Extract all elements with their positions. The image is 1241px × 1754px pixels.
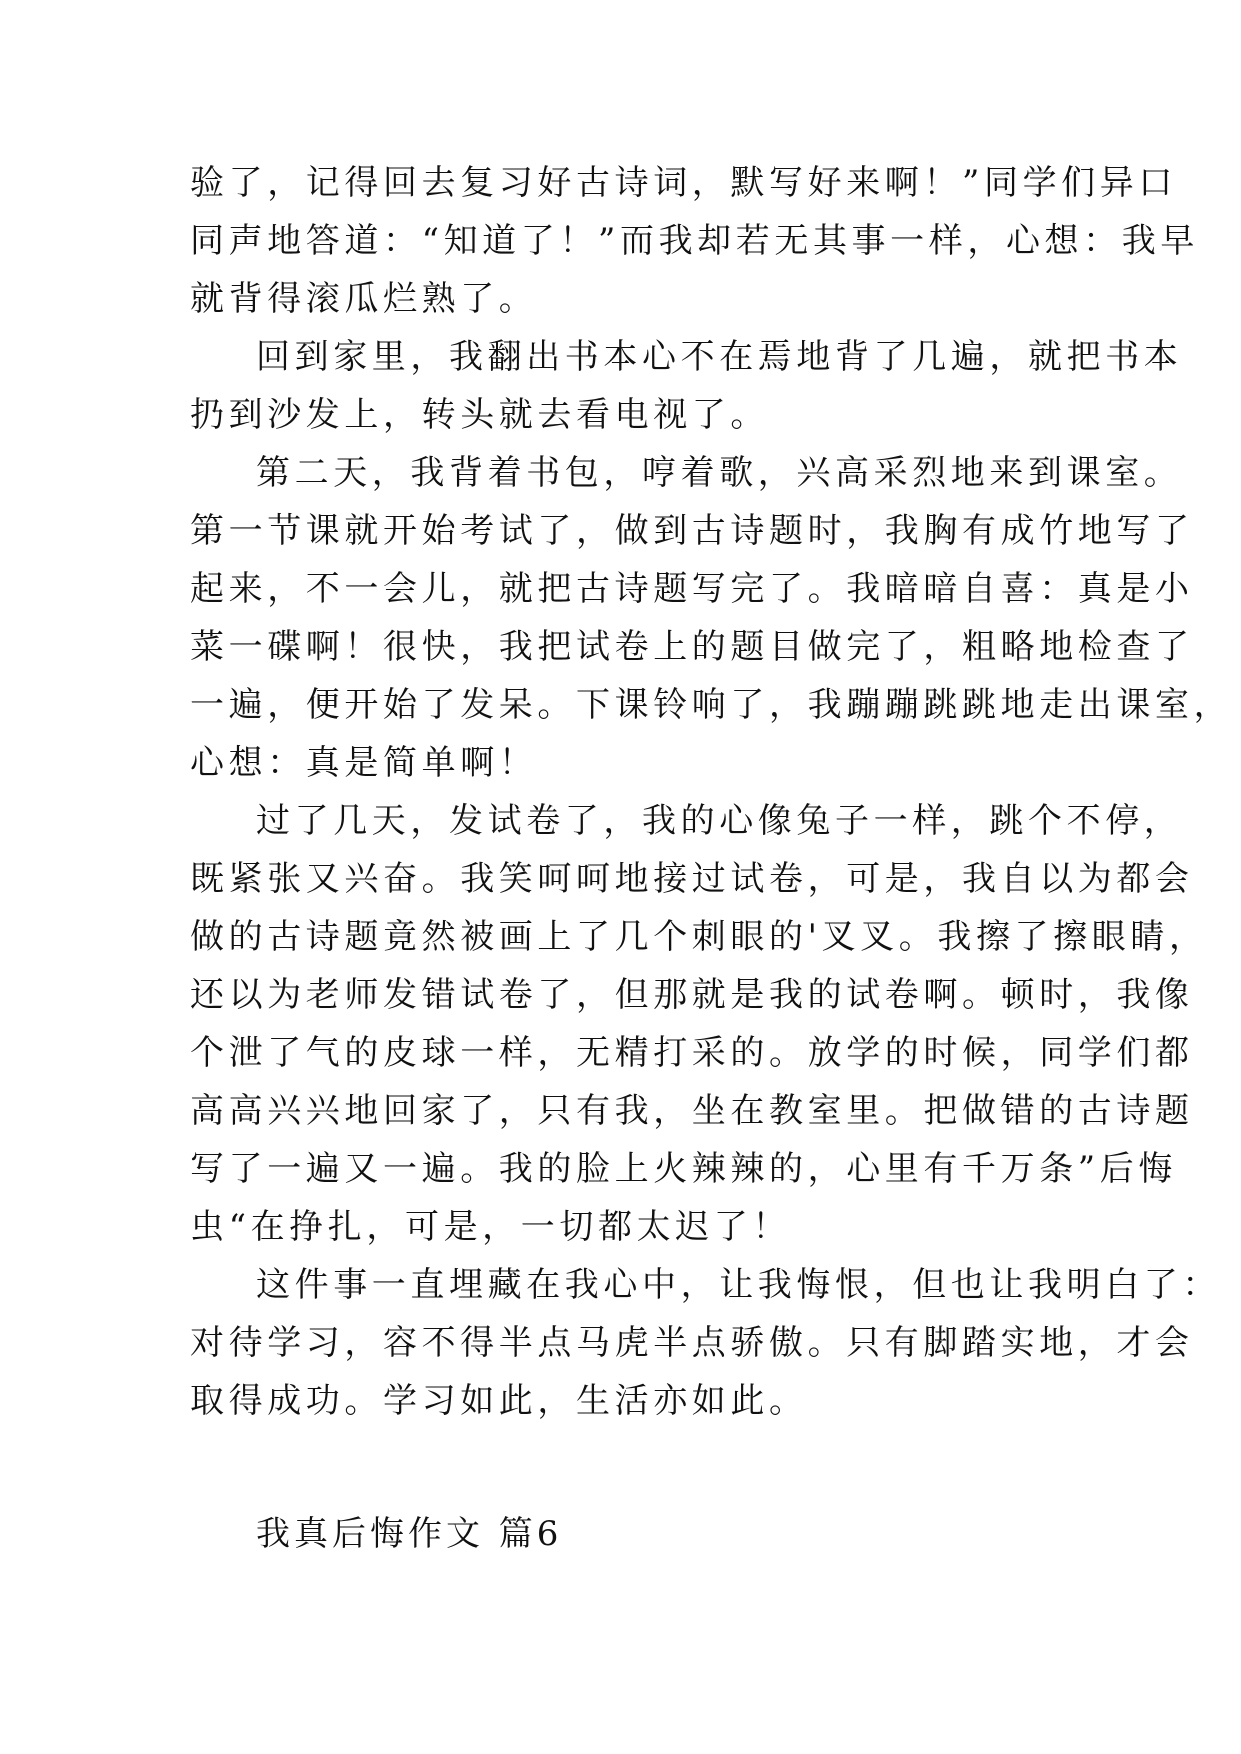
paragraph-line: 做的古诗题竟然被画上了几个刺眼的'叉叉。我擦了擦眼睛， <box>190 917 1208 957</box>
paragraph-4 <box>190 792 1208 1256</box>
paragraph-line: 个泄了气的皮球一样，无精打采的。放学的时候，同学们都 <box>190 1033 1194 1073</box>
paragraph-line: 验了，记得回去复习好古诗词，默写好来啊！”同学们异口 <box>190 163 1177 203</box>
paragraph-line: 写了一遍又一遍。我的脸上火辣辣的，心里有千万条”后悔 <box>190 1149 1177 1189</box>
paragraph-line: 心想：真是简单啊！ <box>190 743 538 783</box>
paragraph-1 <box>190 154 1199 328</box>
paragraph-line: 起来，不一会儿，就把古诗题写完了。我暗暗自喜：真是小 <box>190 569 1194 609</box>
paragraph-line: 第一节课就开始考试了，做到古诗题时，我胸有成竹地写了 <box>190 511 1194 551</box>
paragraph-line: 既紧张又兴奋。我笑呵呵地接过试卷，可是，我自以为都会 <box>190 859 1194 899</box>
essay-body <box>190 154 1233 1430</box>
section-heading: 我真后悔作文 篇6 <box>256 1514 563 1554</box>
paragraph-5 <box>190 1256 1221 1430</box>
paragraph-line: 就背得滚瓜烂熟了。 <box>190 279 538 319</box>
paragraph-line: 这件事一直埋藏在我心中，让我悔恨，但也让我明白了： <box>256 1265 1221 1305</box>
paragraph-3 <box>190 444 1233 792</box>
paragraph-line: 对待学习，容不得半点马虎半点骄傲。只有脚踏实地，才会 <box>190 1323 1194 1363</box>
paragraph-line: 第二天，我背着书包，哼着歌，兴高采烈地来到课室。 <box>256 453 1183 493</box>
paragraph-line: 同声地答道：“知道了！”而我却若无其事一样，心想：我早 <box>190 221 1199 261</box>
paragraph-line: 取得成功。学习如此，生活亦如此。 <box>190 1381 808 1421</box>
paragraph-line: 一遍，便开始了发呆。下课铃响了，我蹦蹦跳跳地走出课室， <box>190 685 1233 725</box>
paragraph-line: 虫“在挣扎，可是，一切都太迟了！ <box>190 1207 791 1247</box>
paragraph-line: 菜一碟啊！很快，我把试卷上的题目做完了，粗略地检查了 <box>190 627 1194 667</box>
paragraph-2 <box>190 328 1183 444</box>
paragraph-line: 过了几天，发试卷了，我的心像兔子一样，跳个不停， <box>256 801 1183 841</box>
paragraph-line: 还以为老师发错试卷了，但那就是我的试卷啊。顿时，我像 <box>190 975 1194 1015</box>
paragraph-line: 高高兴兴地回家了，只有我，坐在教室里。把做错的古诗题 <box>190 1091 1194 1131</box>
paragraph-line: 扔到沙发上，转头就去看电视了。 <box>190 395 769 435</box>
paragraph-line: 回到家里，我翻出书本心不在焉地背了几遍，就把书本 <box>256 337 1183 377</box>
